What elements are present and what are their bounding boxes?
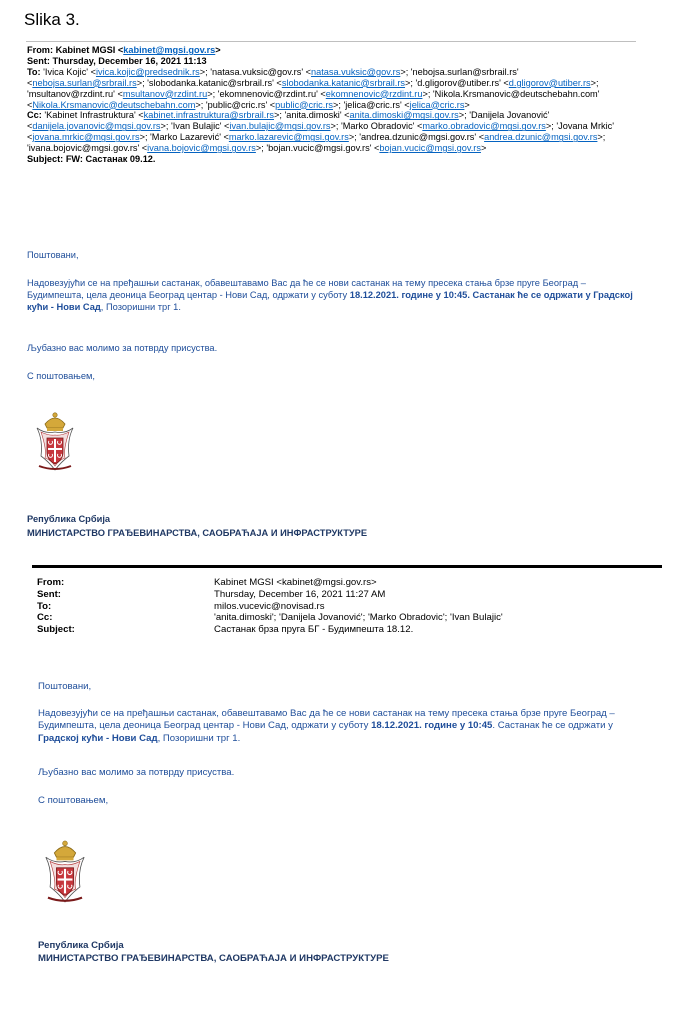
- email2-cc-label: Cc:: [37, 612, 53, 624]
- email2-sent-value: Thursday, December 16, 2021 11:27 AM: [214, 588, 386, 600]
- signature-ministry: МИНИСТАРСТВО ГРАЂЕВИНАРСТВА, САОБРАЋАЈА И ИНФРАСТРУКТУРЕ: [27, 528, 368, 538]
- to-recipients[interactable]: 'Ivica Kojic' <ivica.kojic@predsednik.rs>; 'natasa.vuksic@gov.rs' <natasa.vuksic@gov.rs>; 'nebojsa.surlan@srbrail.rs' <nebojsa.surlan@srbrail.rs>; 'slobodanka.katanic@srbrail.rs' <slobodanka.katanic@srbrail.rs>; 'd.gligorov@utiber.rs' <d.gligorov@utiber.rs>; 'msultanov@rzdint.ru' <msultanov@rzdint.ru>; 'ekomnenovic@rzdint.ru' <ekomnenovic@rzdint.ru>; 'Nikola.Krsmanovic@deutschebahn.com' <Nikola.Krsmanovic@deutschebahn.com>; 'public@cric.rs' <public@cric.rs>; 'jelica@cric.rs' <jelica@cric.rs>: [27, 66, 600, 110]
- sent-value: Thursday, December 16, 2021 11:13: [52, 55, 207, 66]
- email-address-link[interactable]: jelica@cric.rs: [409, 99, 465, 110]
- from-link[interactable]: kabinet@mgsi.gov.rs: [123, 45, 216, 55]
- email2-p1-time: 10:45: [467, 720, 493, 732]
- email-address-link[interactable]: slobodanka.katanic@srbrail.rs: [281, 77, 406, 88]
- email2-from-row: [37, 577, 634, 589]
- p1-text-d: , Позоришни трг 1.: [100, 302, 181, 312]
- email2-p1-date: 18.12.2021.: [371, 720, 422, 732]
- email2-signature-org: Република Србија: [38, 940, 124, 951]
- from-name: Kabinet MGSI <: [55, 45, 124, 55]
- sent-label: Sent:: [27, 55, 50, 66]
- email2-cc-row: [37, 612, 634, 624]
- subject-line: [27, 154, 637, 165]
- email2-to-row: [37, 601, 634, 613]
- email-address-link[interactable]: kabinet.infrastruktura@srbrail.rs: [143, 110, 274, 121]
- email2-request: Љубазно вас молимо за потврду присуства.: [38, 767, 235, 778]
- cc-recipients[interactable]: 'Kabinet Infrastruktura' <kabinet.infrastruktura@srbrail.rs>; 'anita.dimoski' <anita.dimoski@mgsi.gov.rs>; 'Danijela Jovanović' <danijela.jovanovic@mgsi.gov.rs>; 'Ivan Bulajic' <ivan.bulajic@mgsi.gov.rs>; 'Marko Obradovic' <marko.obradovic@mgsi.gov.rs>; 'Jovana Mrkic' <jovana.mrkic@mgsi.gov.rs>; 'Marko Lazarević' <marko.lazarevic@mgsi.gov.rs>; 'andrea.dzunic@mgsi.gov.rs' <andrea.dzunic@mgsi.gov.rs>; 'ivana.bojovic@mgsi.gov.rs' <ivana.bojovic@mgsi.gov.rs>; 'bojan.vucic@mgsi.gov.rs' <bojan.vucic@mgsi.gov.rs>: [27, 110, 614, 154]
- sent-line: [27, 56, 637, 67]
- email-address-link[interactable]: ivana.bojovic@mgsi.gov.rs: [147, 143, 256, 154]
- email2-p1-place: Градској кући - Нови Сад: [38, 732, 158, 744]
- email1-request: Љубазно вас молимо за потврду присуства.: [27, 343, 218, 353]
- email2-p1-text-c: . Састанак ће се одржати у: [492, 720, 613, 732]
- email2-sent-row: [37, 589, 634, 601]
- email2-closing: С поштовањем,: [38, 795, 109, 806]
- email2-to-label: To:: [37, 600, 52, 612]
- email2-subject-row: [37, 624, 634, 636]
- email2-to-value[interactable]: milos.vucevic@novisad.rs: [214, 600, 325, 612]
- message-separator: [32, 565, 662, 568]
- from-line: [27, 45, 637, 56]
- p1-place: Градској кући - Нови Сад: [27, 290, 633, 312]
- signature-org: Република Србија: [27, 514, 111, 524]
- email1-header: [27, 45, 637, 165]
- email-address-link[interactable]: marko.obradovic@mgsi.gov.rs: [422, 121, 546, 132]
- email1-greeting: Поштовани,: [27, 250, 79, 260]
- email-address-link[interactable]: msultanov@rzdint.ru: [122, 88, 208, 99]
- serbian-coat-of-arms-icon: [43, 838, 87, 904]
- cc-line: [27, 110, 637, 154]
- p1-date: 18.12.2021.: [349, 290, 399, 300]
- subject-label: Subject:: [27, 154, 64, 165]
- email2-paragraph: [38, 708, 643, 745]
- email2-signature-ministry: МИНИСТАРСТВО ГРАЂЕВИНАРСТВА, САОБРАЋАЈА И ИНФРАСТРУКТУРЕ: [38, 953, 389, 964]
- email-address-link[interactable]: ivica.kojic@predsednik.rs: [95, 66, 200, 77]
- email2-p1-text-a: Надовезујући се на пређашњи састанак, обавештавамо Вас да ће се нови састанак на тему пресека стања брзе пруге Београд – Будимпешта, цела деоница Београд центар - Нови Сад, одржати у суботу: [38, 708, 615, 732]
- email2-from-label: From:: [37, 577, 65, 588]
- p1-text-b: године у: [398, 290, 441, 300]
- email2-p1-text-b: године у: [421, 720, 466, 732]
- email-address-link[interactable]: Nikola.Krsmanovic@deutschebahn.com: [32, 99, 196, 110]
- email1-paragraph: [27, 277, 642, 313]
- email-address-link[interactable]: ekomnenovic@rzdint.ru: [325, 88, 423, 99]
- header-divider: [26, 41, 636, 42]
- from-label: From:: [27, 45, 54, 55]
- email2-cc-value[interactable]: 'anita.dimoski'; 'Danijela Jovanović'; 'Marko Obradovic'; 'Ivan Bulajic': [214, 612, 503, 624]
- email-address-link[interactable]: jovana.mrkic@mgsi.gov.rs: [32, 132, 140, 143]
- email-address-link[interactable]: ivan.bulajic@mgsi.gov.rs: [229, 121, 331, 132]
- email2-header: [37, 577, 634, 636]
- cc-label: Cc:: [27, 110, 42, 121]
- email2-from-value[interactable]: Kabinet MGSI <kabinet@mgsi.gov.rs>: [214, 577, 377, 588]
- email2-subject-value: Састанак брза пруга БГ - Будимпешта 18.12.: [214, 624, 414, 636]
- email2-sent-label: Sent:: [37, 588, 61, 600]
- email1-closing: С поштовањем,: [27, 371, 95, 381]
- email-address-link[interactable]: marko.lazarevic@mgsi.gov.rs: [228, 132, 349, 143]
- email-address-link[interactable]: d.gligorov@utiber.rs: [508, 77, 591, 88]
- email2-subject-label: Subject:: [37, 624, 75, 636]
- email-address-link[interactable]: anita.dimoski@mgsi.gov.rs: [349, 110, 459, 121]
- email-address-link[interactable]: natasa.vuksic@gov.rs: [311, 66, 401, 77]
- email-address-link[interactable]: danijela.jovanovic@mgsi.gov.rs: [32, 121, 161, 132]
- serbian-coat-of-arms-icon: [35, 410, 75, 472]
- email-address-link[interactable]: nebojsa.surlan@srbrail.rs: [32, 77, 137, 88]
- email2-p1-text-d: , Позоришни трг 1.: [157, 732, 241, 744]
- to-line: [27, 67, 637, 111]
- subject-value: FW: Састанак 09.12.: [65, 154, 156, 165]
- email-address-link[interactable]: andrea.dzunic@mgsi.gov.rs: [484, 132, 598, 143]
- p1-text-a: Надовезујући се на пређашњи састанак, обавештавамо Вас да ће се нови састанак на тему пресека стања брзе пруге Београд – Будимпешта, цела деоница Београд центар - Нови Сад, одржати у суботу: [27, 278, 586, 300]
- email-address-link[interactable]: public@cric.rs: [275, 99, 333, 110]
- email-address-link[interactable]: bojan.vucic@mgsi.gov.rs: [379, 143, 481, 154]
- figure-caption: Slika 3.: [24, 10, 80, 29]
- email2-greeting: Поштовани,: [38, 681, 92, 692]
- from-end: >: [215, 45, 221, 55]
- p1-text-c: . Састанак ће се одржати у: [467, 290, 594, 300]
- to-label: To:: [27, 66, 41, 77]
- p1-time: 10:45: [443, 290, 468, 300]
